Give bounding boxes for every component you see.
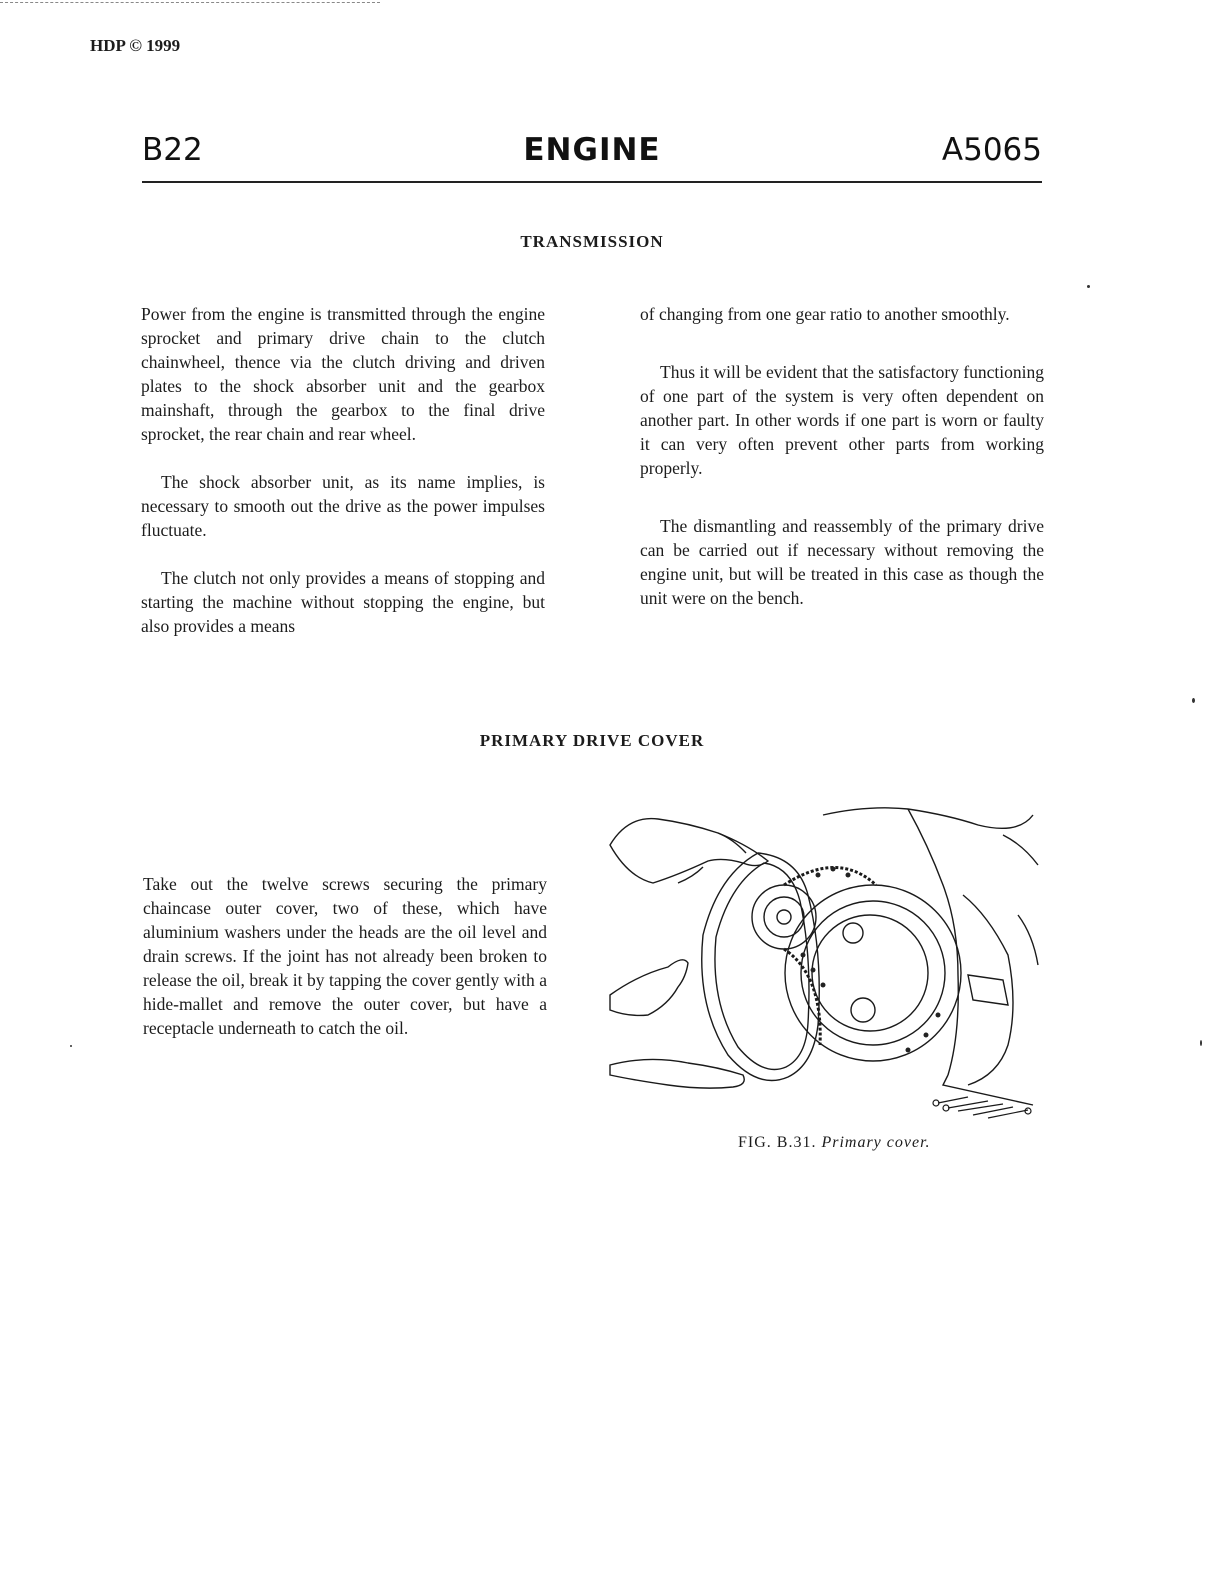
figure-caption [738, 1134, 931, 1152]
scan-speck [1192, 698, 1195, 703]
scan-speck [1087, 285, 1090, 288]
copyright-notice: HDP © 1999 [90, 36, 181, 55]
transmission-left-column [141, 302, 545, 662]
paragraph: The shock absorber unit, as its name implies, is necessary to smooth out the drive as the power impulses fluctuate. [141, 472, 545, 540]
primary-cover-illustration [608, 805, 1046, 1127]
header-rule [142, 181, 1042, 183]
paragraph: Power from the engine is transmitted through the engine sprocket and primary drive chain to the clutch chainwheel, thence via the clutch driving and driven plates to the shock absorber unit and the gearbox mainshaft, through the gearbox to the final drive sprocket, the rear chain and rear wheel. [141, 304, 545, 444]
scan-speck [1200, 1040, 1202, 1046]
header-page-number: A5065 [941, 132, 1042, 168]
page-header [142, 132, 1042, 172]
figure-label: FIG. B.31. [738, 1134, 817, 1151]
section-title-transmission: TRANSMISSION [520, 232, 664, 251]
figure-caption-text: Primary cover. [821, 1134, 931, 1151]
paragraph: The dismantling and reassembly of the primary drive can be carried out if necessary without removing the engine unit, but will be treated in this case as though the unit were on the bench. [640, 516, 1044, 608]
header-model: B22 [142, 132, 203, 168]
scan-edge-line [0, 2, 380, 3]
paragraph: of changing from one gear ratio to another smoothly. [640, 304, 1010, 324]
paragraph: Thus it will be evident that the satisfactory functioning of one part of the system is very often dependent on another part. In other words if one part is worn or faulty it can very often prevent other parts from working properly. [640, 362, 1044, 478]
paragraph: Take out the twelve screws securing the primary chaincase outer cover, two of these, which have aluminium washers under the heads are the oil level and drain screws. If the joint has not already been broken to release the oil, break it by tapping the cover gently with a hide-mallet and remove the outer cover, but have a receptacle underneath to catch the oil. [143, 874, 547, 1038]
scan-speck [70, 1045, 72, 1047]
header-title: ENGINE [523, 132, 661, 168]
transmission-right-column [640, 302, 1044, 634]
primary-drive-cover-text [143, 872, 547, 1064]
paragraph: The clutch not only provides a means of stopping and starting the machine without stopping the engine, but also provides a means [141, 568, 545, 636]
section-title-primary-drive-cover: PRIMARY DRIVE COVER [479, 731, 705, 750]
